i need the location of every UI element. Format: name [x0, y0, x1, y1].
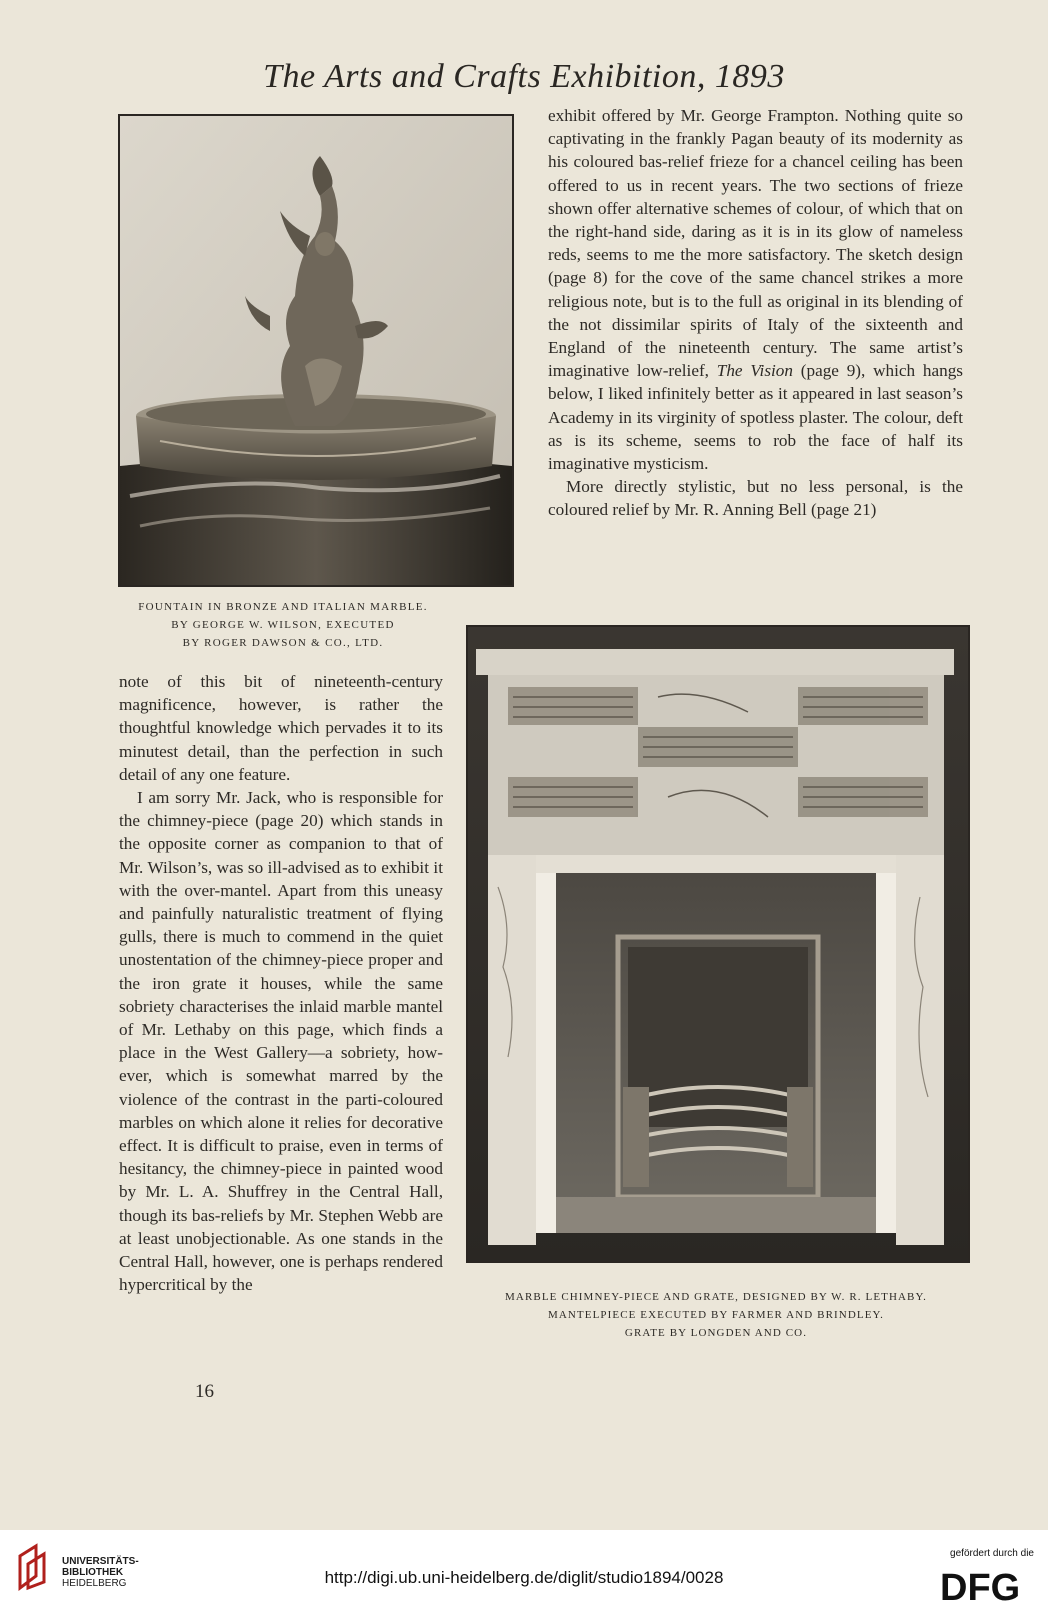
caption-line: BY ROGER DAWSON & CO., LTD.: [182, 637, 384, 649]
page-number: 16: [195, 1381, 214, 1402]
library-name-line: UNIVERSITÄTS-: [62, 1556, 139, 1567]
caption-line: MARBLE CHIMNEY-PIECE AND GRATE, DESIGNED BY W. R. LETHABY.: [505, 1291, 927, 1303]
chimney-piece-photo: [466, 625, 970, 1263]
source-url-link[interactable]: http://digi.ub.uni-heidelberg.de/diglit/studio1894/0028: [324, 1568, 724, 1587]
chimney-piece-illustration: [468, 627, 968, 1261]
library-name-line: BIBLIOTHEK: [62, 1567, 124, 1578]
fountain-illustration: [120, 116, 512, 585]
caption-line: GRATE BY LONGDEN AND CO.: [624, 1327, 808, 1339]
fountain-photo: [118, 114, 514, 587]
paragraph: [548, 104, 963, 475]
artwork-title: The Vision: [716, 361, 793, 381]
caption-line: MANTELPIECE EXECUTED BY FARMER AND BRINDLEY.: [547, 1309, 885, 1321]
text-run: exhibit offered by Mr. George Frampton. Nothing quite so captivating in the frankly Pagan beauty of its modernity as his coloured bas-relief frieze for a chancel ceiling has been offered to us in recent years. The two sections of frieze shown offer alternative schemes of colour, of which that on the right-hand side, daring as it is in its glow of nameless reds, seems to me the more satisfactory. The sketch design (page 8) for the cove of the same chancel strikes a more religious note, but is to the full as original in its blending of the not dissimilar spirits of Italy of the sixteenth and England of the nineteenth century. The same artist’s imaginative low-relief,: [548, 106, 963, 381]
dfg-logo[interactable]: [940, 1566, 1036, 1610]
paragraph: note of this bit of nineteenth-century magnificence, however, is rather the thoughtful knowledge which pervades it to its minutest detail, than the perfection in such detail of any one feature.: [119, 672, 443, 784]
caption-line: FOUNTAIN IN BRONZE AND ITALIAN MARBLE.: [138, 601, 428, 613]
right-column-text: [548, 104, 963, 522]
dfg-logo-text: DFG: [940, 1567, 1021, 1606]
running-title: The Arts and Crafts Exhibition, 1893: [263, 58, 785, 95]
fountain-caption: [118, 598, 448, 652]
funded-by-label: gefördert durch die: [950, 1548, 1034, 1559]
caption-line: BY GEORGE W. WILSON, EXECUTED: [171, 619, 395, 631]
library-name-line: HEIDELBERG: [62, 1578, 127, 1589]
left-column-text: [119, 670, 443, 1296]
paragraph: I am sorry Mr. Jack, who is responsible for the chimney-piece (page 20) which stands in the opposite corner as companion to that of Mr. Wilson’s, was so ill-advised as to exhibit it with the over-mantel. Apart from this uneasy and painfully naturalistic treatment of flying gulls, there is much to commend in the quiet unostentation of the chimney-piece proper and the iron grate it houses, while the same sobriety characterises the inlaid marble mantel of Mr. Lethaby on this page, which finds a place in the West Gallery—a sobriety, however, which is somewhat marred by the violence of the contrast in the parti-coloured marbles on which alone it relies for decorative effect. It is difficult to praise, even in terms of hesitancy, the chimney-piece in painted wood by Mr. L. A. Shuffrey in the Central Hall, though its bas-reliefs by Mr. Stephen Webb are at least unobjectionable. As one stands in the Central Hall, however, one is perhaps rendered hypercritical by the: [119, 788, 443, 1295]
text-run: (page 9), which hangs below, I liked infinitely better as it appeared in last season’s Academy in its virginity of spotless plaster. The colour, deft as is its scheme, seems to rob the face of half its imaginative mysticism.: [548, 361, 963, 474]
paragraph: More directly stylistic, but no less personal, is the coloured relief by Mr. R. Anning Bell (page 21): [548, 477, 963, 520]
chimney-piece-caption: [456, 1288, 976, 1342]
